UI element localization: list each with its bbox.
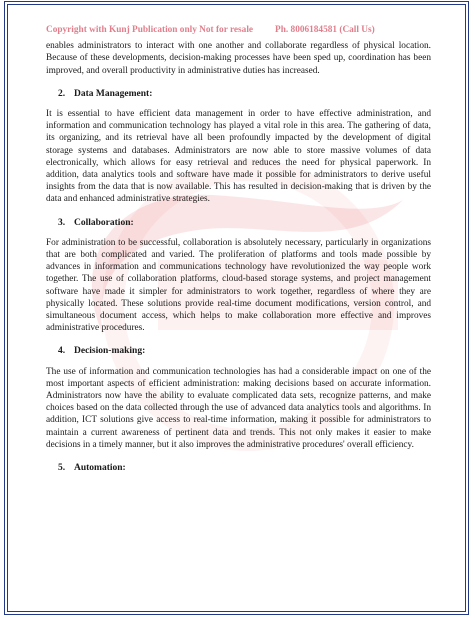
section-number: 4. [58, 346, 66, 357]
section-heading-automation [58, 462, 431, 474]
section-title: Collaboration: [74, 217, 134, 228]
document-body [46, 24, 431, 482]
data-management-paragraph: It is essential to have efficient data management in order to have effective administration, and information and communication technology has played a vital role in this area. The gathering of data, its organizing, and its retrieval have all been profoundly impacted by the development of digital storage systems and databases. Administrators are now able to store massive volumes of data electronically, which allows for easy retrieval and reduces the need for physical paperwork. In addition, data analytics tools and software have made it possible for administrators to derive useful insights from the data that is now available. This has resulted in decision-making that is driven by the data and enhanced administrative strategies. [46, 109, 431, 205]
section-title: Data Management: [74, 88, 153, 99]
section-heading-collaboration [58, 217, 431, 229]
phone-contact: Ph. 8006184581 (Call Us) [275, 25, 375, 35]
intro-paragraph: enables administrators to interact with one another and collaborate regardless of physical location. Because of these developments, decision-making processes have been sped up, coordination has been improved, and overall productivity in administrative duties has increased. [46, 41, 431, 76]
decision-making-paragraph: The use of information and communication technologies has had a considerable impact on one of the most important aspects of efficient administration: making decisions based on accurate information. Administrators now have the ability to evaluate complicated data sets, recognize patterns, and make choices based on the data collected through the use of advanced data analytics tools and algorithms. In addition, ICT solutions give access to real-time information, making it possible for administrators to maintain a current awareness of pertinent data and trends. This not only makes it easier to make decisions in a timely manner, but it also improves the administrative procedures' overall efficiency. [46, 366, 431, 450]
section-heading-data-management [58, 88, 431, 100]
section-number: 2. [58, 88, 66, 99]
page-border [7, 4, 466, 612]
section-number: 5. [58, 463, 66, 474]
copyright-notice: Copyright with Kunj Publication only Not for resale [46, 25, 254, 35]
collaboration-paragraph: For administration to be successful, collaboration is absolutely necessary, particularly in organizations that are both complicated and varied. The proliferation of platforms and tools made possible by advances in information and communications technology have revolutionized the way people work together. The use of collaboration platforms, cloud-based storage systems, and project management software have made it simpler for administrators to work together, regardless of where they are physically located. These solutions provide real-time document modifications, version control, and simultaneous document access, which helps to make collaboration more effective and improves administrative procedures. [46, 237, 431, 334]
section-heading-decision-making [58, 345, 431, 357]
page-header [46, 24, 431, 36]
section-title: Automation: [74, 463, 126, 474]
section-number: 3. [58, 217, 66, 228]
section-title: Decision-making: [74, 346, 146, 357]
